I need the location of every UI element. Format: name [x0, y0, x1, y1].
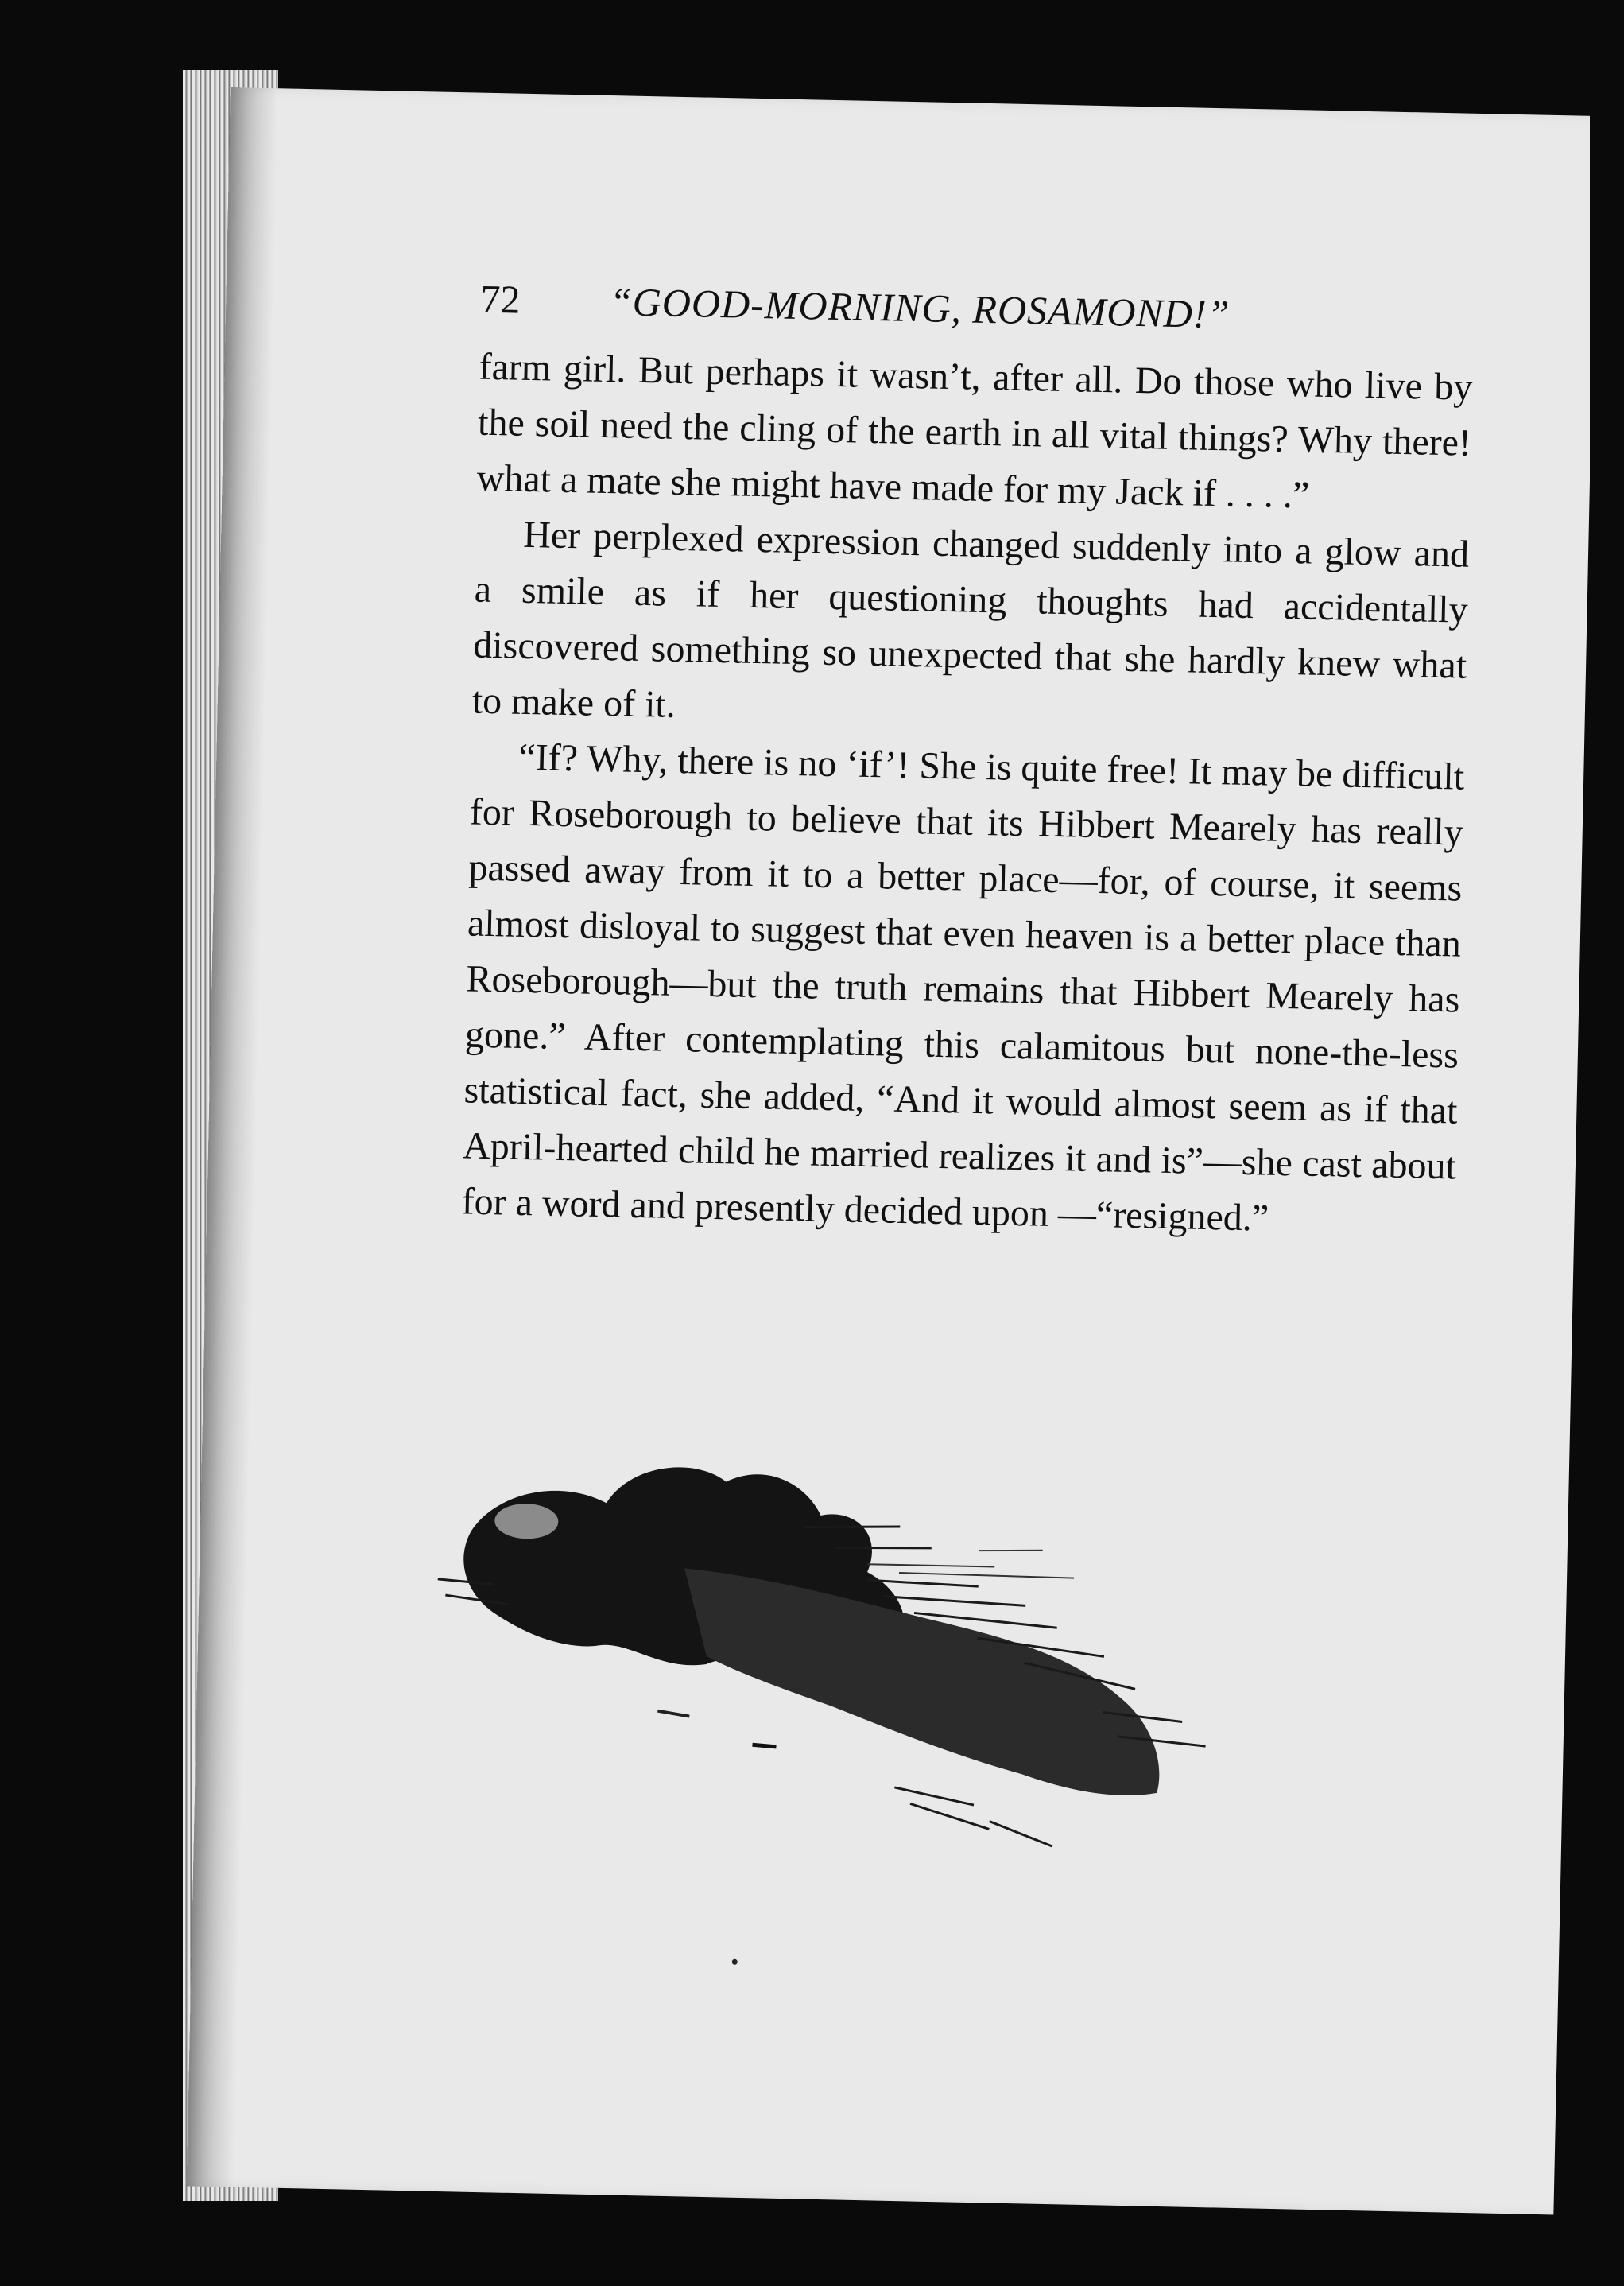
- dash-mark: [752, 1745, 776, 1747]
- page-sheet: [187, 87, 1598, 2214]
- body-text: [461, 340, 1473, 1251]
- ink-dot: [732, 1959, 738, 1965]
- landscape-sketch-icon: [416, 1443, 1299, 1907]
- paragraph-3: “If? Why, there is no ‘if’! She is quite free! It may be difficult for Roseborough to believe that its Hibbert Mearely has really passed away from it to a better place—for, of course, it seems almost disloyal to suggest that even heaven is a better place than Roseborough—but the truth remains that Hibbert Mearely has gone.” After contemplating this calamitous but none-the-less statistical fact, she added, “And it would almost seem as if that April-hearted child he married realizes it and is”—she cast about for a word and presently decided upon —“resigned.”: [461, 735, 1465, 1240]
- page-number: 72: [479, 276, 521, 322]
- hillside: [680, 1568, 1163, 1795]
- paragraph-2: Her perplexed expression changed suddenly into a glow and a smile as if her questioning thoughts had accidentally discovered something so unexpected that she hardly knew what to make of it.: [471, 513, 1470, 726]
- running-title: “GOOD-MORNING, ROSAMOND!”: [609, 279, 1231, 337]
- grass-mark: [657, 1711, 689, 1717]
- paragraph-1: farm girl. But perhaps it wasn’t, after all. Do those who live by the soil need the cling of the earth in all vital things? Why there! what a mate she might have made for my Jack if . . . .”: [476, 345, 1473, 517]
- scan-border-right: [1590, 87, 1624, 2286]
- horizon-lines: [867, 1547, 1075, 1578]
- page-header: [480, 276, 1355, 340]
